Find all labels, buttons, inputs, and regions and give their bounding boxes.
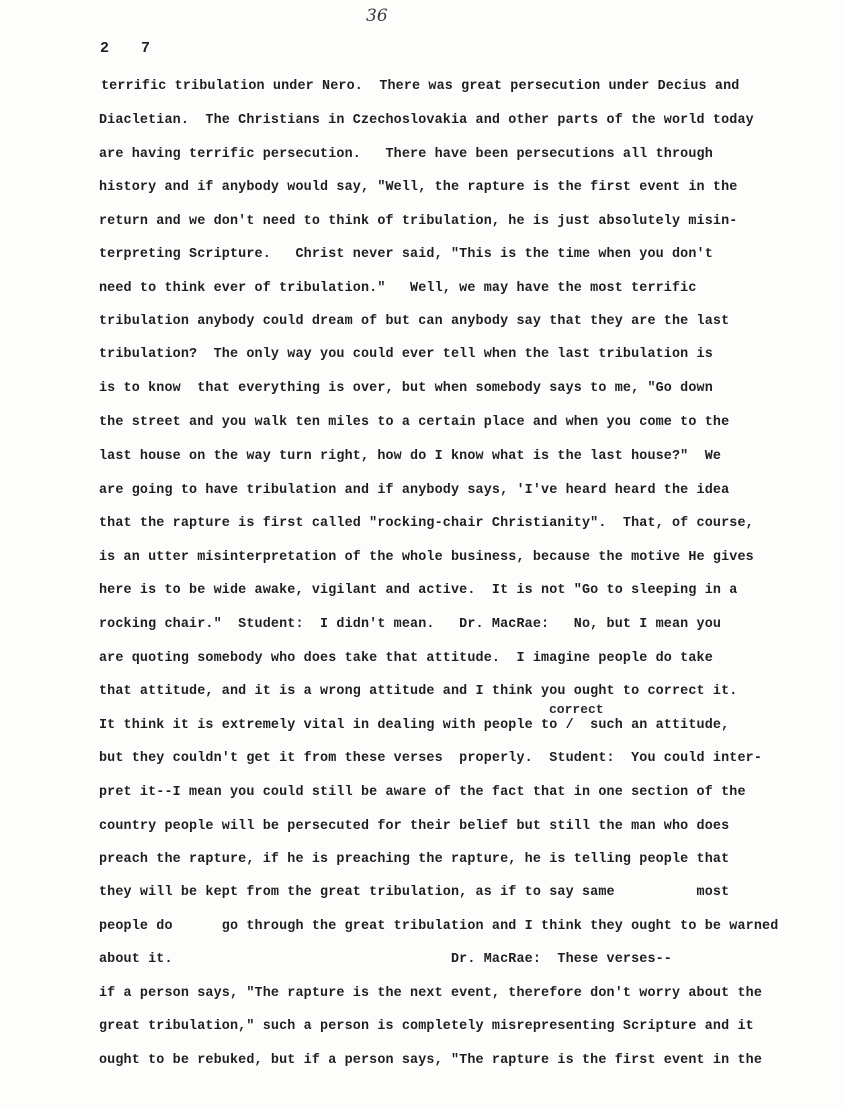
text-line: ought to be rebuked, but if a person says, "The rapture is the first event in the — [99, 1053, 763, 1068]
text-line: country people will be persecuted for their belief but still the man who does — [99, 819, 730, 834]
text-line: last house on the way turn right, how do I know what is the last house?" We — [99, 449, 722, 464]
text-line: preach the rapture, if he is preaching the rapture, he is telling people that — [99, 852, 730, 867]
text-line: is to know that everything is over, but when somebody says to me, "Go down — [99, 381, 713, 396]
text-line: but they couldn't get it from these verses properly. Student: You could inter- — [99, 751, 763, 766]
text-line: people do go through the great tribulation and I think they ought to be warned — [99, 919, 779, 934]
text-line: about it. Dr. MacRae: These verses-- — [99, 952, 672, 967]
text-line: if a person says, "The rapture is the next event, therefore don't worry about the — [99, 986, 763, 1001]
reference-mark-left: 2 — [100, 40, 110, 57]
text-line: history and if anybody would say, "Well, the rapture is the first event in the — [99, 180, 738, 195]
text-line: return and we don't need to think of tribulation, he is just absolutely misin- — [99, 214, 738, 229]
text-line: Diacletian. The Christians in Czechoslovakia and other parts of the world today — [99, 113, 754, 128]
text-line: that the rapture is first called "rocking-chair Christianity". That, of course, — [99, 516, 754, 531]
text-line: is an utter misinterpretation of the whole business, because the motive He gives — [99, 550, 754, 565]
text-line: are having terrific persecution. There have been persecutions all through — [99, 147, 713, 162]
text-line: rocking chair." Student: I didn't mean. Dr. MacRae: No, but I mean you — [99, 617, 722, 632]
text-line: tribulation anybody could dream of but can anybody say that they are the last — [99, 314, 730, 329]
text-line: here is to be wide awake, vigilant and active. It is not "Go to sleeping in a — [99, 583, 738, 598]
text-line: the street and you walk ten miles to a certain place and when you come to the — [99, 415, 730, 430]
reference-mark-right: 7 — [141, 40, 151, 57]
text-line: great tribulation," such a person is completely misrepresenting Scripture and it — [99, 1019, 754, 1034]
handwritten-insertion: correct — [549, 702, 604, 717]
text-line: tribulation? The only way you could ever tell when the last tribulation is — [99, 347, 713, 362]
text-line: are going to have tribulation and if anybody says, 'I've heard heard the idea — [99, 483, 730, 498]
text-line: that attitude, and it is a wrong attitude and I think you ought to correct it. — [99, 684, 738, 699]
text-line: need to think ever of tribulation." Well, we may have the most terrific — [99, 281, 697, 296]
text-line: It think it is extremely vital in dealing with people to / such an attitude, — [99, 718, 730, 733]
text-line: are quoting somebody who does take that attitude. I imagine people do take — [99, 651, 713, 666]
text-line: terrific tribulation under Nero. There was great persecution under Decius and — [101, 79, 740, 94]
text-line: terpreting Scripture. Christ never said, "This is the time when you don't — [99, 247, 713, 262]
text-line: pret it--I mean you could still be aware of the fact that in one section of the — [99, 785, 746, 800]
page-number: 36 — [366, 6, 388, 26]
text-line: they will be kept from the great tribulation, as if to say same most — [99, 885, 730, 900]
